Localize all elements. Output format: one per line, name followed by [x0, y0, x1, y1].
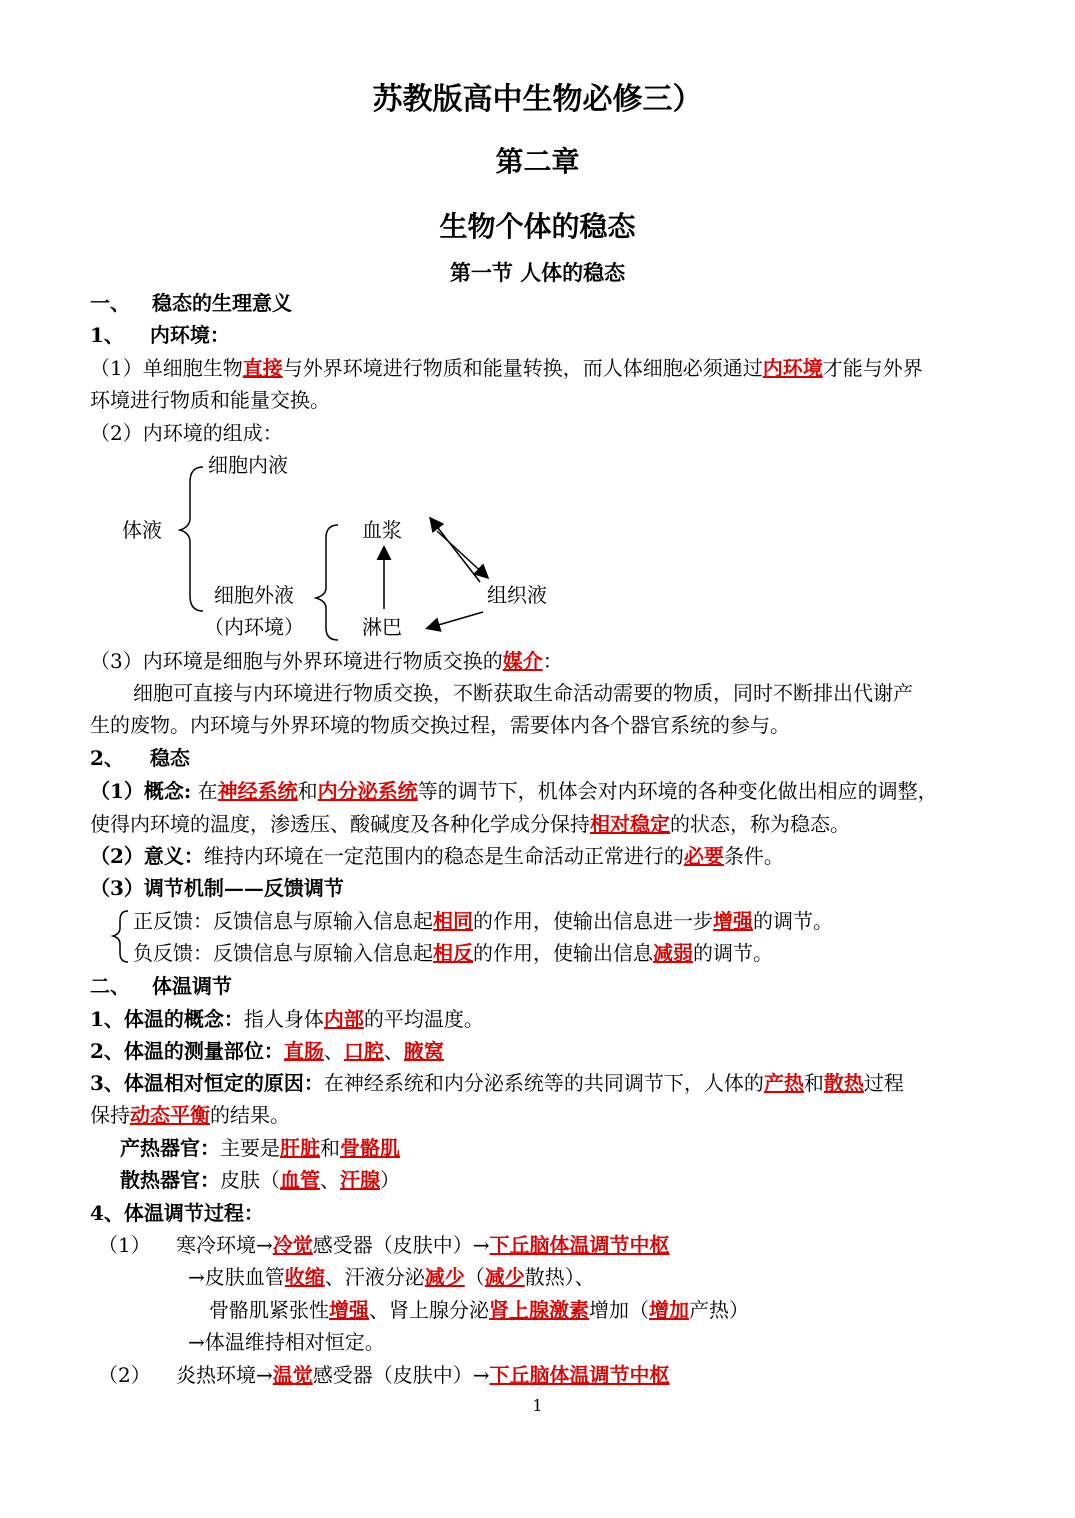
- brace-feedback: [113, 911, 128, 962]
- paragraph-2-2: （2）意义：维持内环境在一定范围内的稳态是生命活动正常进行的必要条件。: [90, 844, 784, 868]
- temp-regulation-heading: 4、体温调节过程：: [90, 1201, 264, 1225]
- temp-constancy-reason: 3、体温相对恒定的原因：在神经系统和内分泌系统等的共同调节下，人体的产热和散热过程: [90, 1071, 904, 1095]
- heat-production-organs: 产热器官：主要是肝脏和骨骼肌: [120, 1136, 400, 1160]
- paragraph-1-1-cont: 环境进行物质和能量交换。: [90, 388, 330, 412]
- arrow-plasma-to-tissue: [437, 531, 487, 577]
- label-extracellular: 细胞外液: [214, 583, 294, 607]
- cold-number: （1）: [98, 1233, 151, 1257]
- cold-line-4: →体温维持相对恒定。: [188, 1330, 385, 1354]
- arrow-tissue-to-plasma: [431, 519, 480, 582]
- negative-feedback: 负反馈：反馈信息与原输入信息起相反的作用，使输出信息减弱的调节。: [133, 941, 773, 965]
- chapter-title: 生物个体的稳态: [439, 210, 636, 243]
- part2-heading: 二、 体温调节: [90, 974, 232, 998]
- label-plasma: 血浆: [362, 518, 402, 542]
- hot-line-1: 炎热环境→温觉感受器（皮肤中）→下丘脑体温调节中枢: [176, 1363, 670, 1387]
- temp-measure-sites: 2、体温的测量部位：直肠、口腔、腋窝: [90, 1039, 444, 1063]
- subheading-internal-env: 1、 内环境：: [90, 323, 230, 347]
- paragraph-1-2: （2）内环境的组成：: [90, 421, 283, 445]
- page-number: 1: [532, 1396, 543, 1415]
- cold-line-3: 骨骼肌紧张性增强、肾上腺分泌肾上腺激素增加（增加产热）: [209, 1298, 749, 1322]
- cold-line-1: 寒冷环境→冷觉感受器（皮肤中）→下丘脑体温调节中枢: [176, 1233, 670, 1257]
- heat-loss-organs: 散热器官：皮肤（血管、汗腺）: [120, 1168, 400, 1192]
- cold-line-2: →皮肤血管收缩、汗液分泌减少（减少散热）、: [188, 1265, 595, 1289]
- paragraph-2-3: （3）调节机制——反馈调节: [90, 876, 344, 900]
- label-intracellular: 细胞内液: [208, 453, 288, 477]
- paragraph-2-1: （1）概念: 在神经系统和内分泌系统等的调节下，机体会对内环境的各种变化做出相应的调整，: [90, 779, 938, 803]
- label-lymph: 淋巴: [362, 615, 402, 639]
- subheading-homeostasis: 2、 稳态: [90, 746, 190, 770]
- paragraph-2-1-cont: 使得内环境的温度，渗透压、酸碱度及各种化学成分保持相对稳定的状态，称为稳态。: [90, 812, 850, 836]
- label-tissue-fluid: 组织液: [487, 583, 547, 607]
- document-title: 苏教版高中生物必修三）: [372, 82, 703, 117]
- label-internal-env: （内环境）: [204, 615, 304, 639]
- section-title: 第一节 人体的稳态: [449, 260, 626, 285]
- positive-feedback: 正反馈：反馈信息与原输入信息起相同的作用，使输出信息进一步增强的调节。: [133, 909, 833, 933]
- temp-concept: 1、体温的概念：指人身体内部的平均温度。: [90, 1007, 484, 1031]
- part1-heading: 一、 稳态的生理意义: [90, 291, 292, 315]
- brace-body-fluid: [180, 467, 203, 611]
- brace-extracellular: [316, 525, 338, 640]
- paragraph-1-3: （3）内环境是细胞与外界环境进行物质交换的媒介：: [90, 649, 563, 673]
- temp-constancy-reason-cont: 保持动态平衡的结果。: [90, 1103, 290, 1127]
- paragraph-exchange-cont: 生的废物。内环境与外界环境的物质交换过程，需要体内各个器官系统的参与。: [90, 713, 790, 737]
- arrow-tissue-to-lymph: [428, 612, 483, 628]
- hot-number: （2）: [98, 1363, 151, 1387]
- label-body-fluid: 体液: [122, 518, 162, 542]
- paragraph-exchange: 细胞可直接与内环境进行物质交换，不断获取生命活动需要的物质，同时不断排出代谢产: [133, 681, 913, 705]
- paragraph-1-1: （1）单细胞生物直接与外界环境进行物质和能量转换，而人体细胞必须通过内环境才能与外界: [90, 356, 923, 380]
- chapter-number: 第二章: [495, 145, 580, 178]
